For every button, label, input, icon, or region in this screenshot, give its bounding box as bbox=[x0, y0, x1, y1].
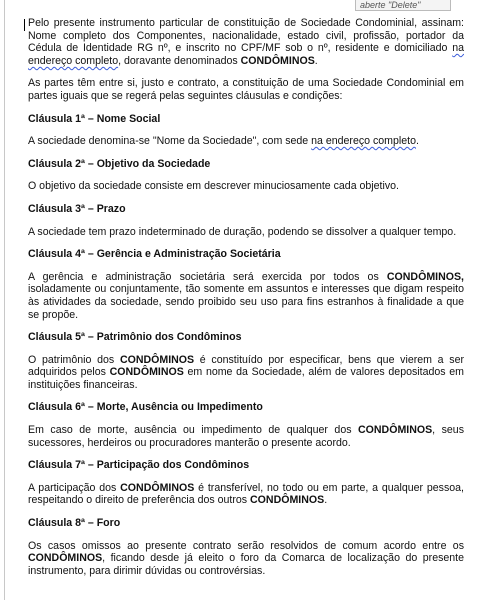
clause-7-text[interactable] bbox=[28, 482, 464, 507]
clause-text: é transferível, no todo ou em parte, a qualquer pessoa, respeitando o direito de preferência dos outros bbox=[28, 481, 464, 507]
clause-3-heading: Cláusula 3ª – Prazo bbox=[28, 202, 126, 215]
intro-text: , doravante denominados bbox=[118, 54, 241, 67]
bold-term: CONDÔMINOS bbox=[120, 481, 195, 494]
clause-5-heading: Cláusula 5ª – Patrimônio dos Condôminos bbox=[28, 331, 242, 344]
intro-text: . bbox=[314, 54, 318, 67]
clause-text: em nome da Sociedade, além de valores depositados em instituições financeiras. bbox=[28, 366, 464, 391]
bold-term: CONDÔMINOS bbox=[119, 353, 195, 366]
clause-text: . bbox=[324, 494, 328, 507]
bold-term: CONDÔMINOS bbox=[358, 424, 433, 437]
clause-5-text[interactable] bbox=[28, 354, 464, 392]
clause-6-heading: Cláusula 6ª – Morte, Ausência ou Impedimento bbox=[28, 401, 263, 414]
intro-paragraph[interactable] bbox=[28, 17, 464, 67]
bold-term: CONDÔMINOS bbox=[28, 552, 103, 565]
clause-7-heading: Cláusula 7ª – Participação dos Condôminos bbox=[28, 459, 250, 472]
clause-text: Em caso de morte, ausência ou impedimento de qualquer dos bbox=[28, 424, 359, 437]
document-body[interactable] bbox=[28, 17, 464, 587]
clause-text: , seus sucessores, herdeiros ou procuradores manterão o presente acordo. bbox=[28, 424, 464, 449]
clause-8-heading: Cláusula 8ª – Foro bbox=[28, 517, 121, 530]
bold-term: CONDÔMINOS bbox=[240, 54, 315, 67]
bold-term: CONDÔMINOS bbox=[250, 494, 325, 507]
clause-text: isoladamente ou conjuntamente, tão somente em assuntos e interesses que digam respeito às atividades da sociedade, sendo proibido seu uso para fins estranhos à finalidade a que se propõe. bbox=[28, 283, 464, 321]
autocorrect-tooltip: aberte "Delete" bbox=[355, 0, 451, 11]
clause-text: é constituído por especificar, bens que vierem a ser adquiridos pelos bbox=[28, 353, 464, 379]
clause-6-text[interactable] bbox=[28, 424, 464, 449]
clause-4-text[interactable] bbox=[28, 271, 464, 321]
bold-term: CONDÔMINOS bbox=[109, 366, 184, 379]
clause-text: , ficando desde já eleito o foro da Comarca de localização do presente instrumento, para dirimir dúvidas ou controvérsias. bbox=[28, 552, 464, 577]
clause-8-text[interactable] bbox=[28, 540, 464, 578]
preamble-paragraph[interactable]: As partes têm entre si, justo e contrato, a constituição de uma Sociedade Condominial em partes iguais que se regerá pelas seguintes cláusulas e condições: bbox=[28, 77, 464, 102]
intro-text: Pelo presente instrumento particular de constituição de Sociedade Condominial, assinam: Nome completo dos Componentes, nacionalidade, estado civil, profissão, portador da Cédula de Identidade RG nº, e inscrito no CPF/MF sob o nº, residente e domiciliado bbox=[28, 17, 464, 55]
clause-1-heading: Cláusula 1ª – Nome Social bbox=[28, 112, 161, 125]
clause-text: Os casos omissos ao presente contrato serão resolvidos de comum acordo entre os bbox=[28, 539, 464, 552]
clause-1-text[interactable] bbox=[28, 135, 464, 148]
clause-2-text[interactable]: O objetivo da sociedade consiste em descrever minuciosamente cada objetivo. bbox=[28, 180, 399, 193]
clause-text: A sociedade denomina-se "Nome da Sociedade", com sede bbox=[28, 135, 312, 148]
clause-4-heading: Cláusula 4ª – Gerência e Administração Societária bbox=[28, 248, 281, 261]
bold-term: CONDÔMINOS, bbox=[386, 270, 464, 283]
text-cursor bbox=[24, 19, 25, 31]
grammar-flag[interactable]: na endereço completo bbox=[28, 42, 464, 67]
clause-3-text[interactable]: A sociedade tem prazo indeterminado de duração, podendo se dissolver a qualquer tempo. bbox=[28, 225, 457, 238]
clause-text: A participação dos bbox=[28, 481, 121, 494]
page-margin-line bbox=[4, 0, 5, 600]
clause-text: A gerência e administração societária será exercida por todos os bbox=[28, 270, 387, 283]
grammar-flag[interactable]: na endereço completo bbox=[311, 135, 416, 148]
clause-text: . bbox=[415, 135, 419, 148]
clause-2-heading: Cláusula 2ª – Objetivo da Sociedade bbox=[28, 157, 211, 170]
clause-text: O patrimônio dos bbox=[28, 353, 120, 366]
